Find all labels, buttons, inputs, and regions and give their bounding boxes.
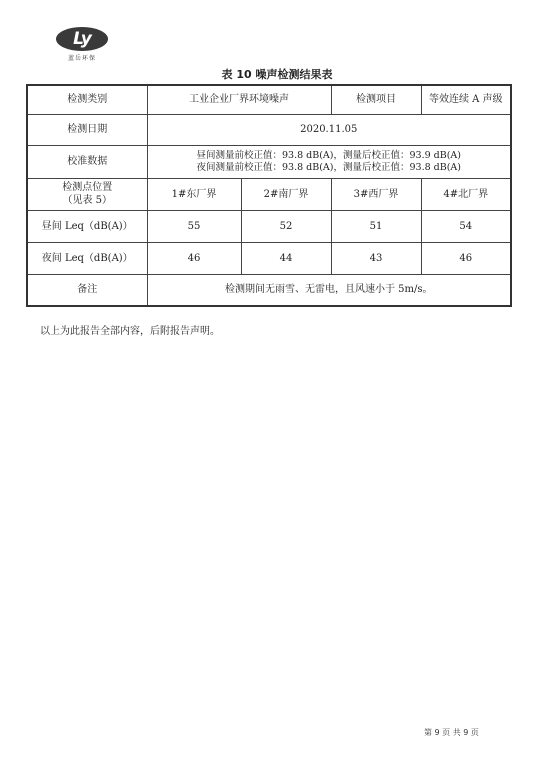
day-value-west: 51 xyxy=(331,210,421,242)
logo-text: 蓝岳环保 xyxy=(67,55,96,62)
day-value-east: 55 xyxy=(147,210,241,242)
day-leq-label: 昼间 Leq（dB(A)） xyxy=(27,210,147,242)
table-row xyxy=(27,114,511,145)
location-east: 1#东厂界 xyxy=(147,178,241,210)
table-row xyxy=(27,178,511,210)
night-value-north: 46 xyxy=(421,242,511,274)
location-north: 4#北厂界 xyxy=(421,178,511,210)
table-row xyxy=(27,145,511,178)
location-south: 2#南厂界 xyxy=(241,178,331,210)
page-number: 第 9 页 共 9 页 xyxy=(424,728,479,737)
category-value: 工业企业厂界环境噪声 xyxy=(147,85,331,114)
table-title: 表 10 噪声检测结果表 xyxy=(221,68,333,81)
day-value-north: 54 xyxy=(421,210,511,242)
night-value-east: 46 xyxy=(147,242,241,274)
category-label: 检测类别 xyxy=(27,85,147,114)
noise-results-table xyxy=(26,84,512,307)
item-value: 等效连续 A 声级 xyxy=(421,85,511,114)
night-value-west: 43 xyxy=(331,242,421,274)
company-logo xyxy=(56,27,108,63)
night-value-south: 44 xyxy=(241,242,331,274)
item-label: 检测项目 xyxy=(331,85,421,114)
calibration-value xyxy=(147,145,511,178)
table-row xyxy=(27,85,511,114)
logo-mark: Ly xyxy=(56,27,108,51)
table-row xyxy=(27,242,511,274)
calibration-night: 夜间测量前校正值：93.8 dB(A)，测量后校正值：93.8 dB(A) xyxy=(196,161,462,173)
remark-label: 备注 xyxy=(27,274,147,306)
day-value-south: 52 xyxy=(241,210,331,242)
date-label: 检测日期 xyxy=(27,114,147,145)
night-leq-label: 夜间 Leq（dB(A)） xyxy=(27,242,147,274)
location-west: 3#西厂界 xyxy=(331,178,421,210)
table-row xyxy=(27,210,511,242)
date-value: 2020.11.05 xyxy=(147,114,511,145)
remark-value: 检测期间无雨雪、无雷电，且风速小于 5m/s。 xyxy=(147,274,511,306)
calibration-label: 校准数据 xyxy=(27,145,147,178)
calibration-day: 昼间测量前校正值：93.8 dB(A)，测量后校正值：93.9 dB(A) xyxy=(196,149,462,161)
location-label-line1: 检测点位置 xyxy=(62,182,113,193)
location-label xyxy=(27,178,147,210)
location-label-line2: （见表 5） xyxy=(62,195,113,206)
table-row xyxy=(27,274,511,306)
report-footnote: 以上为此报告全部内容，后附报告声明。 xyxy=(40,326,220,337)
